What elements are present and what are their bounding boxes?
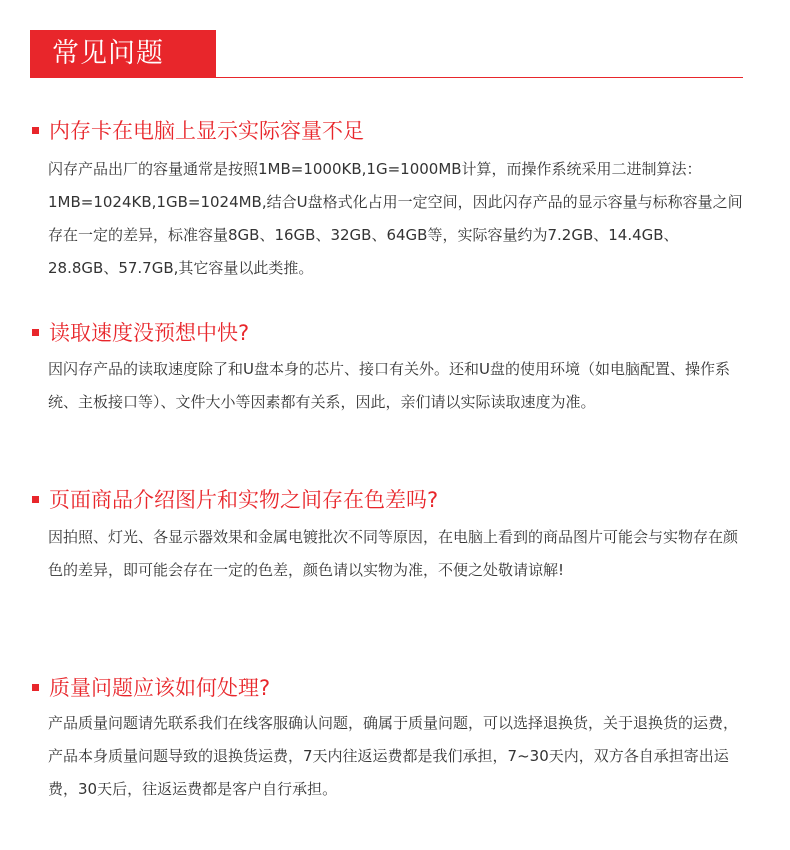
faq-answer-3: 因拍照、灯光、各显示器效果和金属电镀批次不同等原因，在电脑上看到的商品图片可能会与实物存在颜色的差异，即可能会存在一定的色差，颜色请以实物为准，不便之处敬请谅解! [48, 528, 739, 579]
faq-question-text: 质量问题应该如何处理? [49, 676, 271, 700]
faq-answer-1: 闪存产品出厂的容量通常是按照1MB=1000KB,1G=1000MB计算，而操作系统采用二进制算法：1MB=1024KB,1GB=1024MB,结合U盘格式化占用一定空间，因此闪存产品的显示容量与标称容量之间存在一定的差异，标准容量8GB、16GB、32GB、64GB等，实际容量约为7.2GB、14.4GB、28.8GB、57.7GB,其它容量以此类推。 [48, 160, 743, 277]
bullet-square-icon [32, 127, 39, 134]
faq-question-4 [32, 673, 270, 703]
faq-question-text: 内存卡在电脑上显示实际容量不足 [49, 119, 364, 143]
bullet-square-icon [32, 329, 39, 336]
title-underline [30, 77, 743, 78]
bullet-square-icon [32, 684, 39, 691]
faq-question-1 [32, 116, 364, 146]
faq-answer-4: 产品质量问题请先联系我们在线客服确认问题，确属于质量问题，可以选择退换货，关于退换货的运费，产品本身质量问题导致的退换货运费，7天内往返运费都是我们承担，7~30天内，双方各自承担寄出运费，30天后，往返运费都是客户自行承担。 [48, 714, 739, 798]
faq-question-2 [32, 318, 249, 348]
faq-question-text: 页面商品介绍图片和实物之间存在色差吗? [49, 488, 439, 512]
faq-question-3 [32, 485, 438, 515]
section-title: 常见问题 [30, 30, 216, 78]
faq-question-text: 读取速度没预想中快? [49, 321, 250, 345]
bullet-square-icon [32, 496, 39, 503]
faq-answer-2: 因闪存产品的读取速度除了和U盘本身的芯片、接口有关外。还和U盘的使用环境（如电脑配置、操作系统、主板接口等）、文件大小等因素都有关系，因此，亲们请以实际读取速度为准。 [48, 360, 730, 411]
